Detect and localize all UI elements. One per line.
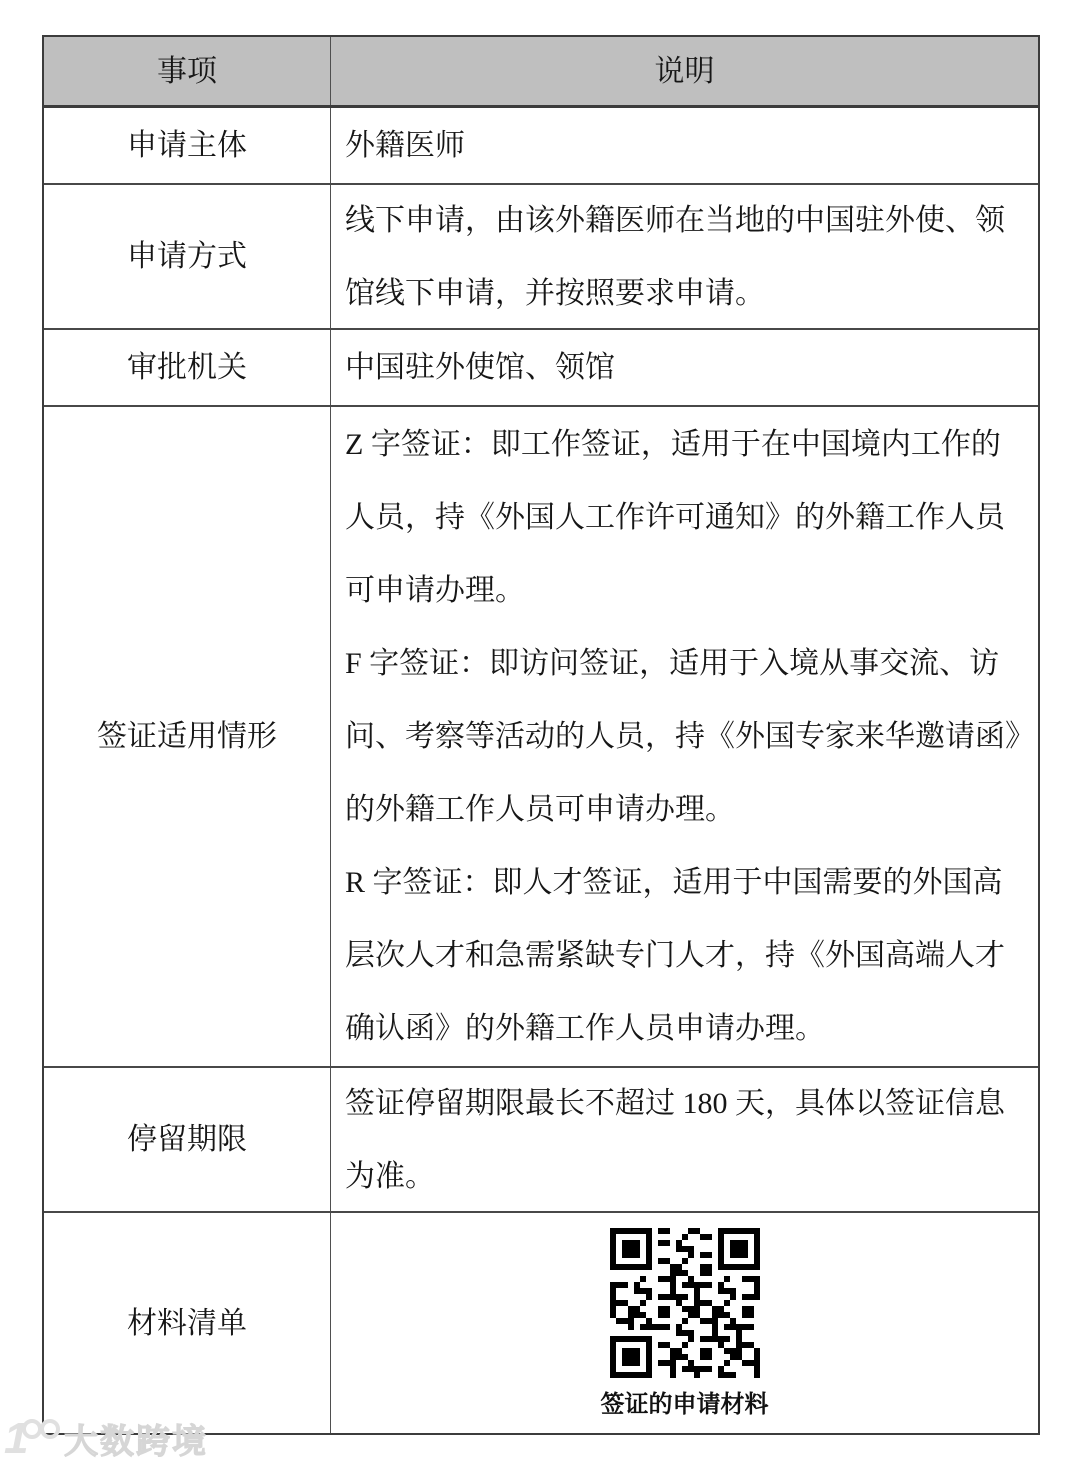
table-row: [44, 108, 1038, 185]
description-paragraph: R 字签证：即人才签证，适用于中国需要的外国高层次人才和急需紧缺专门人才，持《外国高端人才确认函》的外籍工作人员申请办理。: [345, 866, 1005, 1045]
info-table: [42, 35, 1040, 1435]
row-description-cell: [331, 185, 1038, 328]
row-item-label: 申请主体: [127, 129, 247, 162]
row-item-cell: [44, 108, 331, 183]
table-row: [44, 330, 1038, 407]
table-row: [44, 185, 1038, 330]
row-description-cell: [331, 1213, 1038, 1433]
dashu-kuajing-logo-icon: 1: [4, 1417, 56, 1461]
header-description-label: 说明: [654, 54, 715, 88]
row-item-label: 材料清单: [127, 1306, 247, 1340]
row-description-cell: [331, 108, 1038, 183]
description-paragraph: 线下申请，由该外籍医师在当地的中国驻外使、领馆线下申请，并按照要求申请。: [345, 203, 1005, 310]
description-paragraph: 签证停留期限最长不超过 180 天，具体以签证信息为准。: [345, 1086, 1005, 1193]
row-item-label: 停留期限: [127, 1123, 247, 1156]
row-item-label: 申请方式: [127, 240, 247, 273]
description-paragraph: 中国驻外使馆、领馆: [345, 351, 615, 384]
watermark-text: 大数跨境: [64, 1423, 208, 1461]
description-paragraph: 外籍医师: [345, 129, 465, 162]
row-item-cell: [44, 330, 331, 405]
row-item-label: 签证适用情形: [97, 720, 277, 753]
table-row: [44, 1068, 1038, 1213]
header-item-label: 事项: [157, 54, 217, 88]
row-description-cell: [331, 330, 1038, 405]
row-item-cell: [44, 1068, 331, 1211]
description-paragraph: F 字签证：即访问签证，适用于入境从事交流、访问、考察等活动的人员，持《外国专家来华邀请函》的外籍工作人员可申请办理。: [345, 647, 1020, 826]
watermark: [4, 1414, 208, 1463]
row-item-cell: [44, 1213, 331, 1433]
row-item-cell: [44, 407, 331, 1066]
description-paragraph: Z 字签证：即工作签证，适用于在中国境内工作的人员，持《外国人工作许可通知》的外籍工作人员可申请办理。: [345, 428, 1005, 607]
table-row: [44, 407, 1038, 1068]
header-description-cell: [331, 37, 1038, 105]
row-item-cell: [44, 185, 331, 328]
row-item-label: 审批机关: [127, 351, 247, 384]
row-description-cell: [331, 407, 1038, 1066]
header-item-cell: [44, 37, 331, 105]
qr-block: [601, 1228, 769, 1418]
table-header-row: [44, 37, 1038, 108]
row-description-cell: [331, 1068, 1038, 1211]
qr-caption: 签证的申请材料: [600, 1391, 769, 1418]
table-row: [44, 1213, 1038, 1433]
qr-code-image: [610, 1228, 760, 1378]
